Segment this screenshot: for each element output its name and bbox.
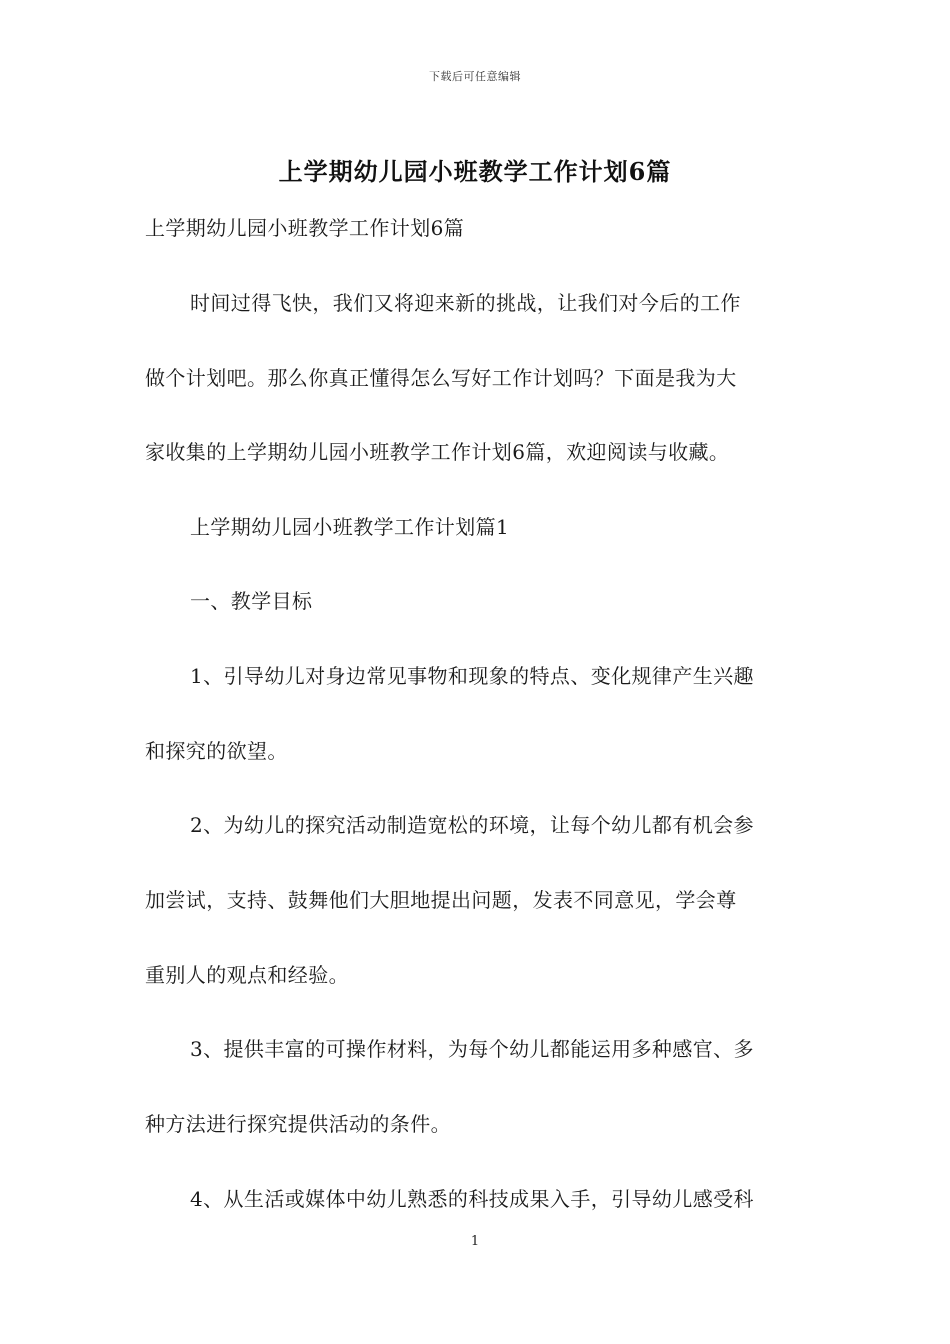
paragraph-line: 加尝试，支持、鼓舞他们大胆地提出问题，发表不同意见，学会尊 xyxy=(145,888,737,912)
paragraph-line: 重别人的观点和经验。 xyxy=(145,963,349,987)
header-note: 下载后可任意编辑 xyxy=(429,70,521,83)
paragraph-line: 时间过得飞快，我们又将迎来新的挑战，让我们对今后的工作 xyxy=(190,291,741,315)
paragraph-line: 2、为幼儿的探究活动制造宽松的环境，让每个幼儿都有机会参 xyxy=(190,813,754,837)
subtitle-line: 上学期幼儿园小班教学工作计划6篇 xyxy=(145,216,465,240)
paragraph-line: 和探究的欲望。 xyxy=(145,739,288,763)
paragraph-line: 做个计划吧。那么你真正懂得怎么写好工作计划吗？下面是我为大 xyxy=(145,366,737,390)
document-title: 上学期幼儿园小班教学工作计划6篇 xyxy=(278,157,672,186)
paragraph-line: 种方法进行探究提供活动的条件。 xyxy=(145,1112,451,1136)
subsection-heading: 一、教学目标 xyxy=(190,589,313,613)
page-number: 1 xyxy=(470,1234,480,1249)
paragraph-line: 3、提供丰富的可操作材料，为每个幼儿都能运用多种感官、多 xyxy=(190,1037,754,1061)
paragraph-line: 4、从生活或媒体中幼儿熟悉的科技成果入手，引导幼儿感受科 xyxy=(190,1187,754,1211)
paragraph-line: 1、引导幼儿对身边常见事物和现象的特点、变化规律产生兴趣 xyxy=(190,664,754,688)
paragraph-line: 家收集的上学期幼儿园小班教学工作计划6篇，欢迎阅读与收藏。 xyxy=(145,440,730,464)
section-heading: 上学期幼儿园小班教学工作计划篇1 xyxy=(190,515,510,539)
